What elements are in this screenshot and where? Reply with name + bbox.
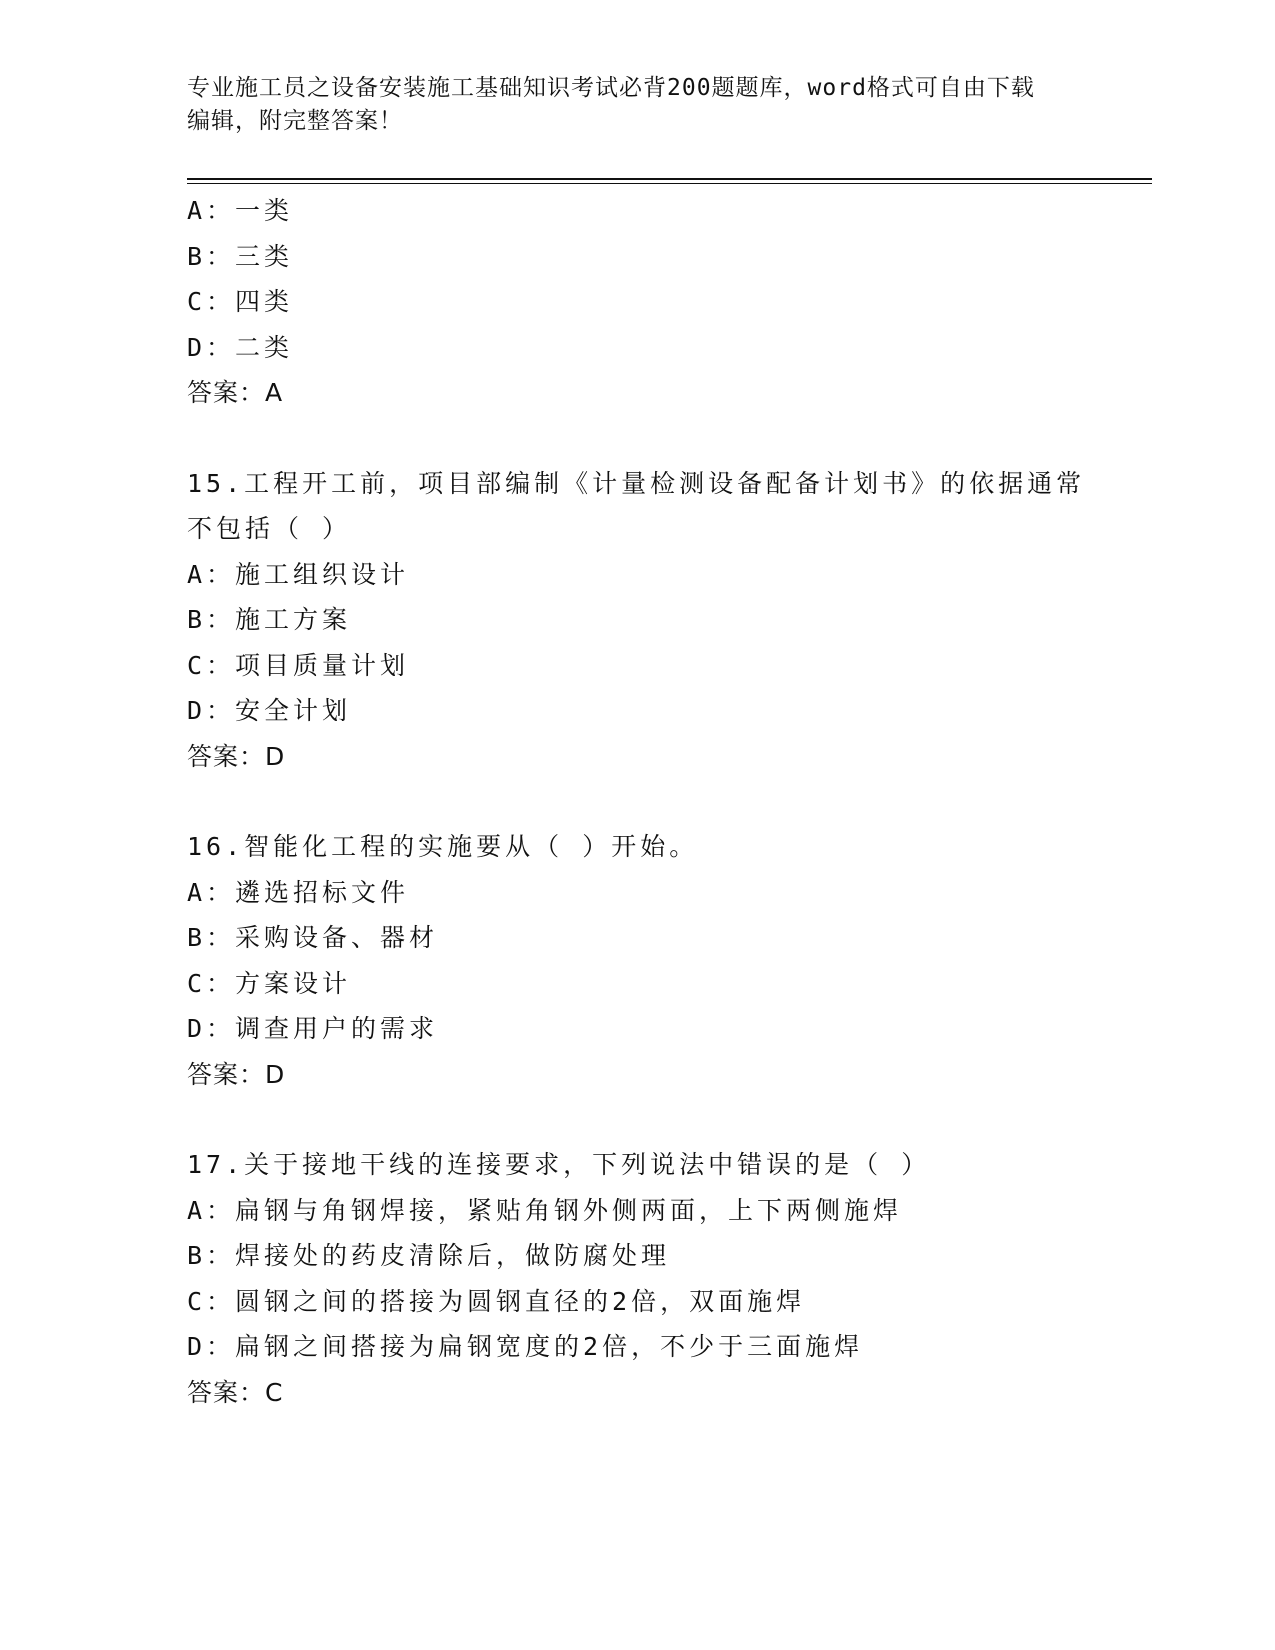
option-c: C：方案设计	[187, 968, 352, 998]
option-d: D：调查用户的需求	[187, 1014, 439, 1043]
option-a: A：遴选招标文件	[187, 877, 410, 907]
question-17	[187, 1142, 1147, 1415]
spacer	[187, 779, 1147, 824]
question-stem: 15.工程开工前，项目部编制《计量检测设备配备计划书》的依据通常	[187, 468, 1086, 498]
spacer	[187, 1097, 1147, 1142]
option-c: C：项目质量计划	[187, 650, 410, 680]
header-title-line-2: 编辑，附完整答案！	[187, 108, 403, 134]
answer: 答案：D	[187, 741, 286, 771]
question-16	[187, 824, 1147, 1097]
option-d: D：扁钢之间搭接为扁钢宽度的2倍，不少于三面施焊	[187, 1332, 864, 1361]
question-stem: 16.智能化工程的实施要从（ ）开始。	[187, 832, 699, 861]
option-d: D：二类	[187, 332, 294, 362]
answer: 答案：A	[187, 378, 284, 407]
option-a: A：施工组织设计	[187, 559, 410, 589]
option-b: B：施工方案	[187, 605, 352, 634]
header-title-line-1: 专业施工员之设备安装施工基础知识考试必背200题题库，word格式可自由下载	[187, 75, 1035, 101]
question-stem-continued: 不包括（ ）	[187, 514, 352, 543]
question-15	[187, 461, 1147, 780]
option-b: B：采购设备、器材	[187, 923, 439, 952]
option-b: B：三类	[187, 241, 294, 271]
question-list	[187, 188, 1147, 1415]
option-c: C：四类	[187, 287, 294, 316]
option-b: B：焊接处的药皮清除后，做防腐处理	[187, 1241, 671, 1270]
answer: 答案：C	[187, 1377, 284, 1407]
question-14	[187, 188, 1147, 416]
document-header	[187, 72, 1087, 138]
option-d: D：安全计划	[187, 696, 352, 725]
option-c: C：圆钢之间的搭接为圆钢直径的2倍，双面施焊	[187, 1286, 806, 1316]
answer: 答案：D	[187, 1059, 286, 1089]
header-divider	[187, 178, 1152, 184]
spacer	[187, 416, 1147, 461]
option-a: A：扁钢与角钢焊接，紧贴角钢外侧两面，上下两侧施焊	[187, 1195, 903, 1225]
option-a: A：一类	[187, 196, 294, 225]
question-stem: 17.关于接地干线的连接要求，下列说法中错误的是（ ）	[187, 1150, 931, 1179]
